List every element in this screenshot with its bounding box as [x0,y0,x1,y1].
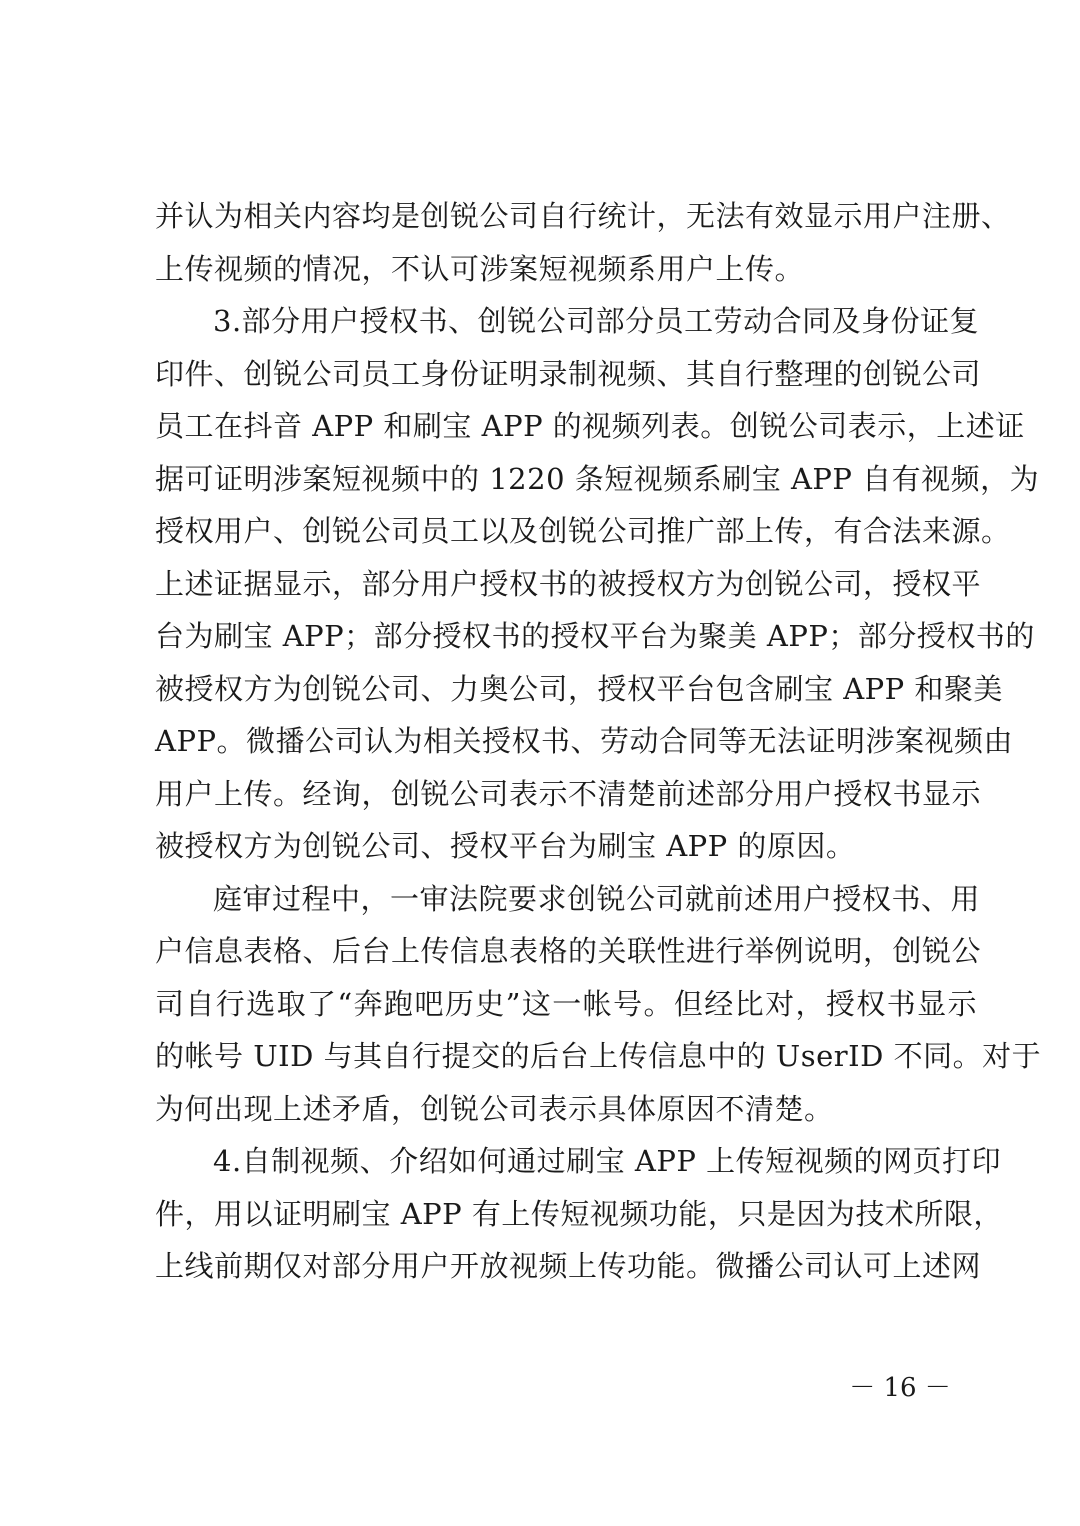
text-line: 上述证据显示，部分用户授权书的被授权方为创锐公司，授权平 [155,566,982,601]
text-line: 员工在抖音 APP 和刷宝 APP 的视频列表。创锐公司表示，上述证 [155,409,1025,443]
text-line: 印件、创锐公司员工身份证明录制视频、其自行整理的创锐公司 [155,356,982,391]
text-line: APP。微播公司认为相关授权书、劳动合同等无法证明涉案视频由 [155,724,1013,758]
text-line: 4.自制视频、介绍如何通过刷宝 APP 上传短视频的网页打印 [213,1144,1002,1178]
text-line: 户信息表格、后台上传信息表格的关联性进行举例说明，创锐公 [155,934,982,968]
text-line: 并认为相关内容均是创锐公司自行统计，无法有效显示用户注册、 [155,199,1011,233]
text-line: 上传视频的情况，不认可涉案短视频系用户上传。 [155,251,805,286]
page-number: － 16 － [849,1373,951,1403]
body-text [155,190,1042,1293]
text-line: 台为刷宝 APP；部分授权书的授权平台为聚美 APP；部分授权书的 [155,619,1035,653]
text-line: 用户上传。经询，创锐公司表示不清楚前述部分用户授权书显示 [155,776,982,811]
text-line: 为何出现上述矛盾，创锐公司表示具体原因不清楚。 [155,1091,834,1126]
text-line: 庭审过程中，一审法院要求创锐公司就前述用户授权书、用 [213,881,981,916]
text-line: 的帐号 UID 与其自行提交的后台上传信息中的 UserID 不同。对于 [155,1039,1042,1073]
text-line: 3.部分用户授权书、创锐公司部分员工劳动合同及身份证复 [213,304,980,338]
text-line: 授权用户、创锐公司员工以及创锐公司推广部上传，有合法来源。 [155,514,1011,548]
text-line: 据可证明涉案短视频中的 1220 条短视频系刷宝 APP 自有视频，为 [155,461,1040,496]
text-line: 上线前期仅对部分用户开放视频上传功能。微播公司认可上述网 [155,1249,982,1283]
text-line: 司自行选取了“奔跑吧历史”这一帐号。但经比对，授权书显示 [155,986,977,1021]
text-line: 被授权方为创锐公司、授权平台为刷宝 APP 的原因。 [155,829,856,863]
text-line: 被授权方为创锐公司、力奥公司，授权平台包含刷宝 APP 和聚美 [155,671,1003,706]
text-line: 件，用以证明刷宝 APP 有上传短视频功能，只是因为技术所限， [155,1196,1003,1231]
